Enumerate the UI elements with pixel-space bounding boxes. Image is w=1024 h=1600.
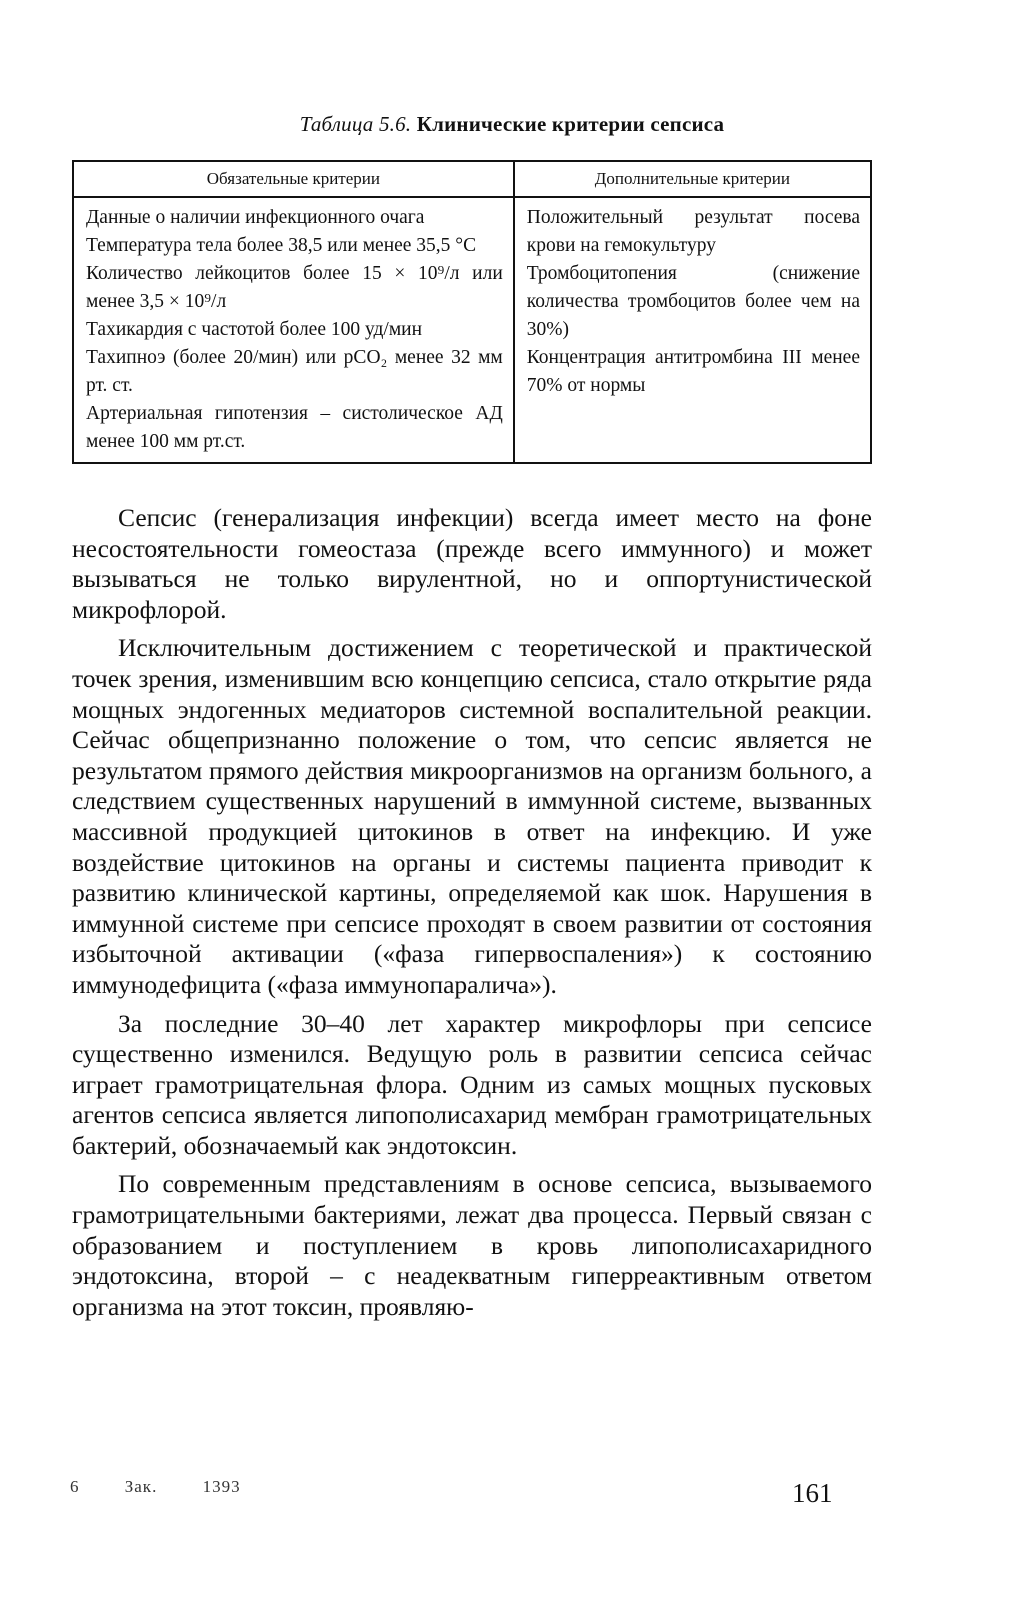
mandatory-criterion: Тахикардия с частотой более 100 уд/мин [86, 319, 423, 340]
table-body-row [73, 197, 871, 463]
additional-criterion: Тромбоцитопения (снижение количества тромбоцитов более чем на 30%) [526, 263, 860, 340]
header-mandatory: Обязательные критерии [73, 161, 514, 197]
table-header-row [73, 161, 871, 197]
table-caption-name: Клинические критерии сепсиса [416, 112, 725, 136]
mandatory-criterion: Тахипноэ (более 20/мин) или pCO₂ менее 32 мм рт. ст. [86, 347, 503, 396]
page-number: 161 [792, 1478, 833, 1508]
paragraph: За последние 30–40 лет характер микрофлоры при сепсисе существенно изменился. Ведущую роль в развитии сепсиса сейчас играет грамотрицательная флора. Одним из самых мощных пусковых агентов сепсиса является липополисахарид мембран грамотрицательных бактерий, обозначаемый как эндотоксин. [72, 1008, 872, 1160]
mandatory-criterion: Артериальная гипотензия – систолическое АД менее 100 мм рт.ст. [86, 403, 503, 452]
header-additional: Дополнительные критерии [514, 161, 871, 197]
printer-signature-mark: 6 Зак. 1393 [70, 1477, 241, 1496]
mandatory-criterion: Данные о наличии инфекционного очага [86, 207, 425, 228]
paragraph: Исключительным достижением с теоретической и практической точек зрения, изменившим всю концепцию сепсиса, стало открытие ряда мощных эндогенных медиаторов системной воспалительной реакции. Сейчас общепризнанно положение о том, что сепсис является не результатом прямого действия микроорганизмов на организм больного, а следствием существенных нарушений в иммунной системе, вызванных массивной продукцией цитокинов в ответ на инфекцию. И уже воздействие цитокинов на органы и системы пациента приводит к развитию клинической картины, определяемой как шок. Нарушения в иммунной системе при сепсисе проходят в своем развитии от состояния избыточной активации («фаза гипервоспаления») к состоянию иммунодефицита («фаза иммунопаралича»). [72, 633, 872, 999]
paragraph: Сепсис (генерализация инфекции) всегда имеет место на фоне несостоятельности гомеостаза (прежде всего иммунного) и может вызываться не только вирулентной, но и оппортунистической микрофлорой. [72, 503, 872, 624]
table-caption [0, 112, 1024, 137]
additional-criterion: Концентрация антитромбина III менее 70% от нормы [526, 347, 860, 396]
criteria-table [72, 160, 872, 464]
mandatory-criterion: Температура тела более 38,5 или менее 35,5 °С [86, 235, 477, 256]
additional-criterion: Положительный результат посева крови на гемокультуру [526, 207, 860, 256]
table-caption-label: Таблица 5.6. [299, 112, 412, 136]
mandatory-criterion: Количество лейкоцитов более 15 × 10⁹/л или менее 3,5 × 10⁹/л [86, 263, 503, 312]
paragraph: По современным представлениям в основе сепсиса, вызываемого грамотрицательными бактериями, лежат два процесса. Первый связан с образованием и поступлением в кровь липополисахаридного эндотоксина, второй – с неадекватным гиперреактивным ответом организма на этот токсин, проявляю- [72, 1169, 872, 1321]
additional-criteria-cell [514, 197, 871, 463]
mandatory-criteria-cell [73, 197, 514, 463]
body-text [72, 503, 872, 1330]
